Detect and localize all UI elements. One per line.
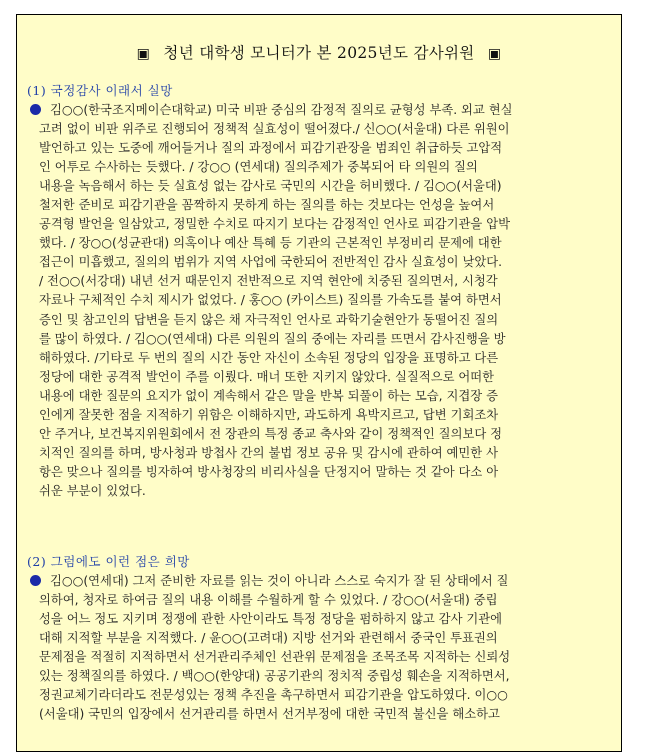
text-line	[28, 311, 618, 330]
text-line	[28, 686, 618, 705]
line-text: 공격형 발언을 일삼았고, 정밀한 수치로 따지기 보다는 감정적인 언사로 피감기관을 압박	[39, 217, 511, 232]
line-text: (서울대) 국민의 입장에서 선거관리를 하면서 선거부정에 대한 국민적 불신을 해소하고	[39, 707, 500, 722]
line-text: 정당에 대한 공격적 발언이 주를 이뤘다. 매너 또한 지키지 않았다. 실질적으로 어떠한	[39, 369, 495, 384]
text-line	[28, 101, 618, 120]
line-text: 문제점을 적절히 지적하면서 선거관리주체인 선관위 문제점을 조목조목 지적하는 신뢰성	[39, 650, 511, 665]
report-box	[16, 14, 622, 752]
line-text: 철저한 준비로 피감기관을 꼼짝하지 못하게 하는 질의를 하는 것보다는 언성을 높여서	[39, 198, 495, 213]
text-line	[28, 234, 618, 253]
text-line	[28, 387, 618, 406]
text-line	[28, 610, 618, 629]
line-text: 내용에 대한 질문의 요지가 없이 계속해서 같은 말을 반복 되풀이 하는 모습, 지겹장 증	[39, 388, 498, 403]
text-line	[28, 572, 618, 591]
text-line	[28, 158, 618, 177]
text-line	[28, 648, 618, 667]
text-line	[28, 291, 618, 310]
section-body-2	[28, 572, 618, 724]
text-line	[28, 215, 618, 234]
title-text: 청년 대학생 모니터가 본 2025년도 감사위원	[163, 44, 475, 62]
line-text: 자료나 구체적인 수치 제시가 없었다. / 홍○○ (카이스트) 질의를 가속도를 붙여 하면서	[39, 293, 502, 308]
text-line	[28, 705, 618, 724]
section-heading-1: (1) 국정감사 이래서 실망	[27, 83, 173, 98]
line-text: 김○○(한국조지메이슨대학교) 미국 비판 중심의 감정적 질의로 균형성 부족. 외교 현실	[50, 103, 513, 117]
line-text: 의하여, 청자로 하여금 질의 내용 이해를 수월하게 할 수 있었다. / 강○○(서울대) 중립	[39, 593, 498, 608]
line-text: 했다. / 장○○(성균관대) 의혹이나 예산 특혜 등 기관의 근본적인 부정비리 문제에 대한	[39, 236, 502, 251]
text-line	[28, 139, 618, 158]
line-text: 해하였다. /기타로 두 번의 질의 시간 동안 자신이 소속된 정당의 입장을 표명하고 다른	[39, 350, 499, 365]
text-line	[28, 120, 618, 139]
section-heading-2: (2) 그럼에도 이런 점은 희망	[27, 554, 190, 569]
title-right-mark: ▣	[487, 46, 502, 62]
line-text: 정권교체기라더라도 전문성있는 정책 추진을 촉구하면서 피감기관을 압도하였다. 이○○	[39, 688, 508, 703]
text-line	[28, 425, 618, 444]
line-text: 발언하고 있는 도중에 깨어들거나 질의 과정에서 피감기관장을 범죄인 취급하듯 고압적	[39, 141, 503, 156]
bullet-icon	[30, 575, 41, 586]
line-text: 인 어투로 수사하는 듯했다. / 강○○ (연세대) 질의주제가 중복되어 타 의원의 질의	[39, 160, 478, 175]
text-line	[28, 330, 618, 349]
line-text: / 전○○(서강대) 내년 선거 때문인지 전반적으로 지역 현안에 치중된 질의면서, 시청각	[39, 274, 498, 289]
title-left-mark: ▣	[136, 46, 151, 62]
line-text: 를 많이 하였다. / 김○○(연세대) 다른 의원의 질의 중에는 자리를 뜨면서 감사진행을 방	[39, 331, 506, 346]
text-line	[28, 253, 618, 272]
line-text: 대해 지적할 부분을 지적했다. / 윤○○(고려대) 지방 선거와 관련해서 중국인 투표권의	[39, 631, 498, 646]
line-text: 안 주거나, 보건복지위원회에서 전 장관의 특정 종교 축사와 같이 정책적인 질의보다 정	[39, 426, 503, 441]
line-text: 항은 맞으나 질의를 빙자하여 방사청장의 비리사실을 단정지어 말하는 것 같아 다소 아	[39, 464, 499, 479]
text-line	[28, 629, 618, 648]
section-body-1	[28, 101, 618, 501]
text-line	[28, 591, 618, 610]
text-line	[28, 272, 618, 291]
line-text: 성을 어느 정도 지키며 정쟁에 관한 사안이라도 특정 정당을 펌하하지 않고 감사 기관에	[39, 612, 503, 627]
text-line	[28, 368, 618, 387]
line-text: 김○○(연세대) 그저 준비한 자료를 읽는 것이 아니라 스스로 숙지가 잘 된 상태에서 질	[50, 574, 509, 588]
text-line	[28, 667, 618, 686]
text-line	[28, 177, 618, 196]
line-text: 인에게 잘못한 점을 지적하기 위함은 이해하지만, 과도하게 욕박지르고, 답변 기회조차	[39, 407, 499, 422]
text-line	[28, 406, 618, 425]
line-text: 치적인 질의를 하며, 방사청과 방첩사 간의 불법 정보 공유 및 감시에 관하여 예민한 사	[39, 445, 498, 460]
line-text: 있는 정책질의를 하였다. / 백○○(한양대) 공공기관의 정치적 중립성 훼손을 지적하면서,	[39, 669, 510, 684]
line-text: 접근이 미흡했고, 질의의 범위가 지역 사업에 국한되어 전반적인 감사 실효성이 낮았다.	[39, 255, 503, 270]
text-line	[28, 349, 618, 368]
text-line	[28, 463, 618, 482]
line-text: 쉬운 부분이 있었다.	[39, 483, 146, 498]
line-text: 내용을 녹음해서 하는 듯 실효성 없는 감사로 국민의 시간을 허비했다. / 김○○(서울대)	[39, 179, 502, 194]
text-line	[28, 196, 618, 215]
text-line	[28, 444, 618, 463]
line-text: 고려 없이 비판 위주로 진행되어 정책적 실효성이 떨어졌다./ 신○○(서울대) 다른 위원이	[39, 122, 510, 137]
text-line	[28, 482, 618, 501]
page-title	[17, 41, 621, 63]
line-text: 증인 및 참고인의 답변을 듣지 않은 채 자극적인 언사로 과학기술현안가 동떨어진 질의	[39, 312, 499, 327]
bullet-icon	[30, 104, 41, 115]
